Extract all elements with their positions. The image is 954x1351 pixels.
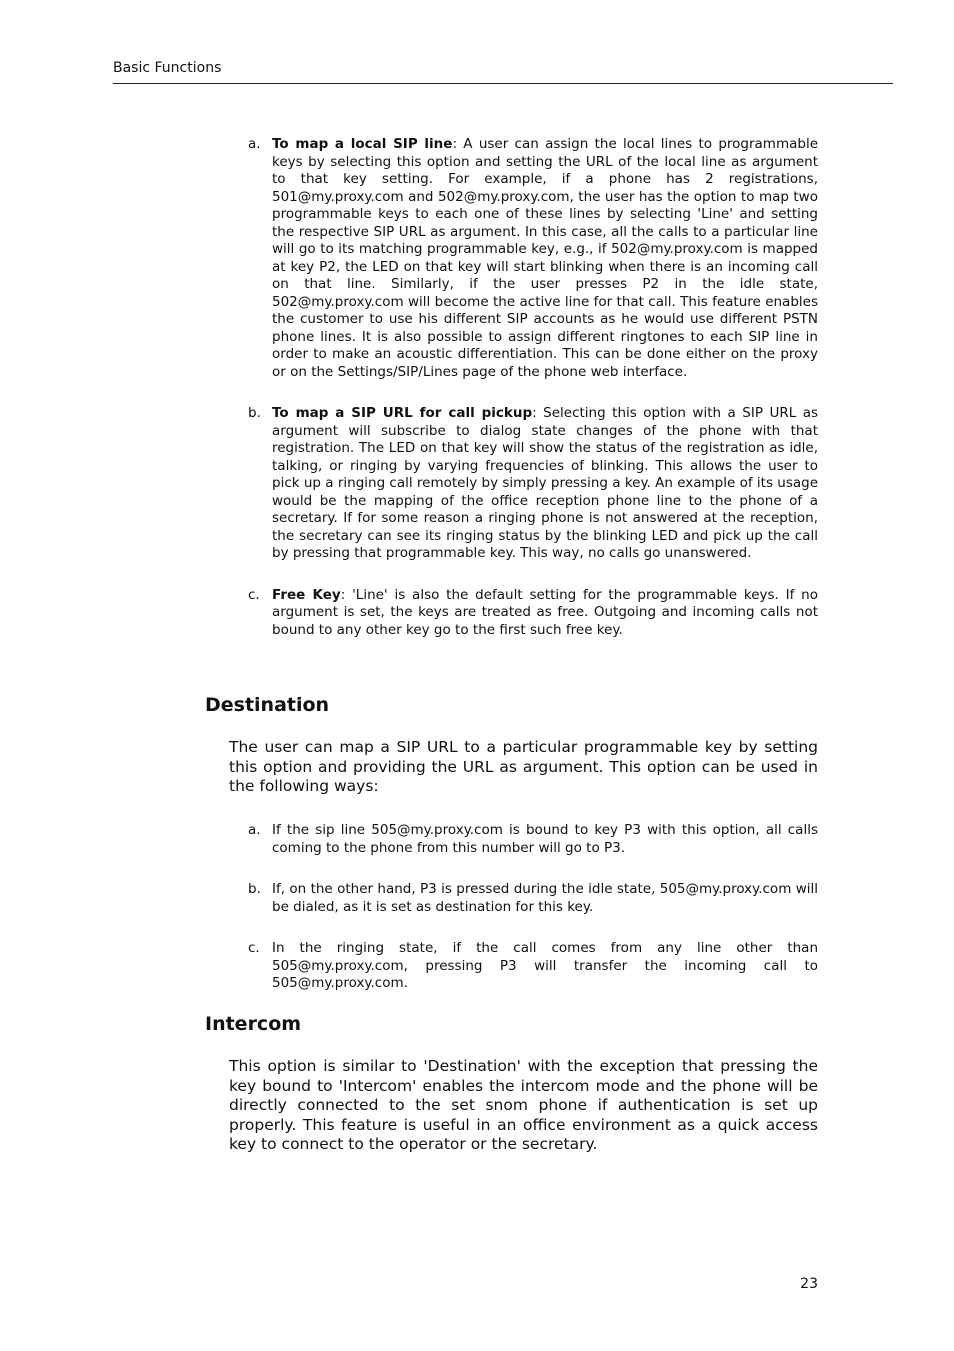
list-item-term: To map a SIP URL for call pickup (272, 405, 533, 421)
list-marker: a. (248, 136, 261, 152)
list-item-text: If the sip line 505@my.proxy.com is bound to key P3 with this option, all calls coming to the phone from this number will go to P3. (272, 822, 818, 856)
list-item (248, 405, 818, 563)
list-item-text: If, on the other hand, P3 is pressed during the idle state, 505@my.proxy.com will be dialed, as it is set as destination for this key. (272, 881, 818, 915)
list-item-body: : A user can assign the local lines to programmable keys by selecting this option and setting the URL of the local line as argument to that key setting. For example, if a phone has 2 registrations, 501@my.proxy.com and 502@my.proxy.com, the user has the option to map two programmable keys to each one of these lines by selecting 'Line' and setting the respective SIP URL as argument. In this case, all the calls to a particular line will go to its matching programmable key, e.g., if 502@my.proxy.com is mapped at key P2, the LED on that key will start blinking when there is an incoming call on that line. Similarly, if the user presses P2 in the idle state, 502@my.proxy.com will become the active line for that call. This feature enables the customer to use his different SIP accounts as he would use different PSTN phone lines. It is also possible to assign different ringtones to each SIP line in order to make an acoustic differentiation. This can be done either on the proxy or on the Settings/SIP/Lines page of the phone web interface. (272, 136, 818, 380)
list-marker: c. (248, 940, 260, 956)
line-options-list (248, 136, 818, 653)
header-divider (113, 83, 893, 84)
list-item (248, 881, 818, 916)
running-header: Basic Functions (113, 60, 222, 76)
list-item (248, 136, 818, 381)
page-number: 23 (800, 1276, 818, 1292)
list-item-text (272, 405, 818, 563)
list-item (248, 587, 818, 640)
section-heading-intercom: Intercom (205, 1013, 302, 1035)
list-marker: b. (248, 405, 261, 421)
intercom-text: This option is similar to 'Destination' with the exception that pressing the key bound to 'Intercom' enables the intercom mode and the phone will be directly connected to the set snom phone if authentication is set up properly. This feature is useful in an office environment as a quick access key to connect to the operator or the secretary. (229, 1057, 818, 1153)
destination-intro: The user can map a SIP URL to a particular programmable key by setting this option and providing the URL as argument. This option can be used in the following ways: (229, 738, 818, 795)
list-item-term: To map a local SIP line (272, 136, 453, 152)
section-heading-destination: Destination (205, 694, 330, 716)
list-marker: b. (248, 881, 261, 897)
list-item (248, 822, 818, 857)
destination-list (248, 822, 818, 1006)
list-marker: a. (248, 822, 261, 838)
list-item-text: In the ringing state, if the call comes from any line other than 505@my.proxy.com, pressing P3 will transfer the incoming call to 505@my.proxy.com. (272, 940, 818, 991)
list-item-body: : Selecting this option with a SIP URL as argument will subscribe to dialog state changes of the phone with that registration. The LED on that key will show the status of the registration as idle, talking, or ringing by varying frequencies of blinking. This allows the user to pick up a ringing call remotely by simply pressing a key. An example of its usage would be the mapping of the office reception phone line to the phone of a secretary. If for some reason a ringing phone is not answered at the reception, the secretary can see its ringing status by the blinking LED and pick up the call by pressing that programmable key. This way, no calls go unanswered. (272, 405, 819, 561)
list-item-text (272, 136, 818, 381)
list-item-term: Free Key (272, 586, 341, 603)
list-item (248, 940, 818, 993)
list-marker: c. (248, 586, 260, 603)
list-item-body: : 'Line' is also the default setting for the programmable keys. If no argument is set, the keys are treated as free. Outgoing and incoming calls not bound to any other key go to the first such free key. (272, 586, 818, 638)
list-item-text (272, 587, 818, 640)
